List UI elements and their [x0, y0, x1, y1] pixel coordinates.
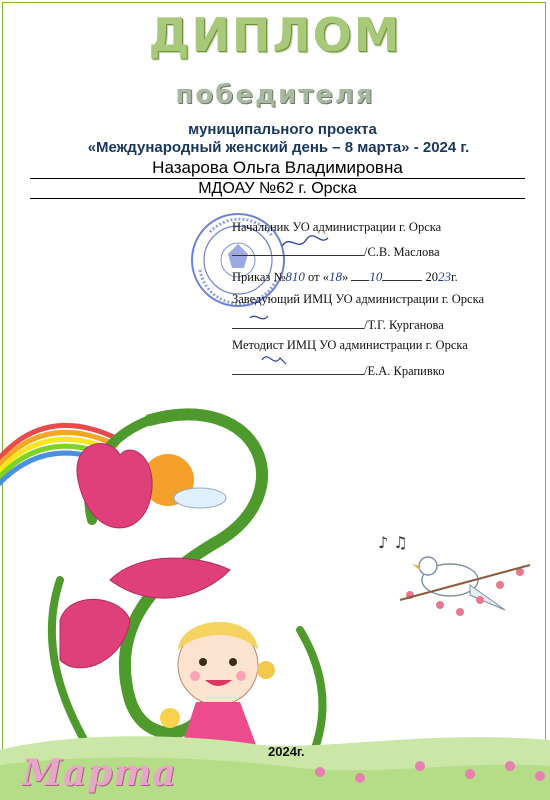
diploma-title: ДИПЛОМ [148, 8, 402, 62]
spring-illustration [0, 380, 550, 800]
project-line-2: «Международный женский день – 8 марта» - 2024 г. [87, 139, 470, 156]
organization: МДОАУ №62 г. Орска [30, 179, 525, 199]
order-year-unit: г. [450, 270, 458, 284]
methodist-name: /Е.А. Крапивко [364, 364, 445, 378]
marta-lettering: Марта [22, 752, 177, 794]
order-day: 18 [328, 269, 342, 284]
methodist-title: Методист ИМЦ УО администрации г. Орска [232, 338, 468, 352]
winner-name: Назарова Ольга Владимировна [30, 157, 525, 179]
head-name: /С.В. Маслова [364, 245, 440, 259]
order-number: 810 [285, 269, 305, 284]
order-from: от « [308, 270, 329, 284]
diploma-subtitle: победителя [175, 80, 375, 110]
order-month: 10 [369, 269, 383, 284]
imc-head-title: Заведующий ИМЦ УО администрации г. Орска [232, 292, 485, 306]
project-line-1: муниципального проекта [188, 121, 377, 138]
signature-scribbles [280, 232, 350, 292]
svg-text:♪ ♫: ♪ ♫ [378, 533, 408, 552]
footer-year: 2024г. [268, 744, 305, 759]
order-mid: » [341, 270, 349, 284]
order-year-prefix: 20 [425, 270, 438, 284]
order-label: Приказ № [232, 270, 286, 284]
tulip-2 [110, 558, 230, 598]
cloud [174, 488, 226, 508]
order-year-suffix: 23 [437, 269, 451, 284]
head-title: Начальник УО администрации г. Орска [232, 220, 442, 234]
signature-scribbles-2 [240, 310, 300, 380]
imc-head-name: /Т.Г. Курганова [364, 318, 444, 332]
